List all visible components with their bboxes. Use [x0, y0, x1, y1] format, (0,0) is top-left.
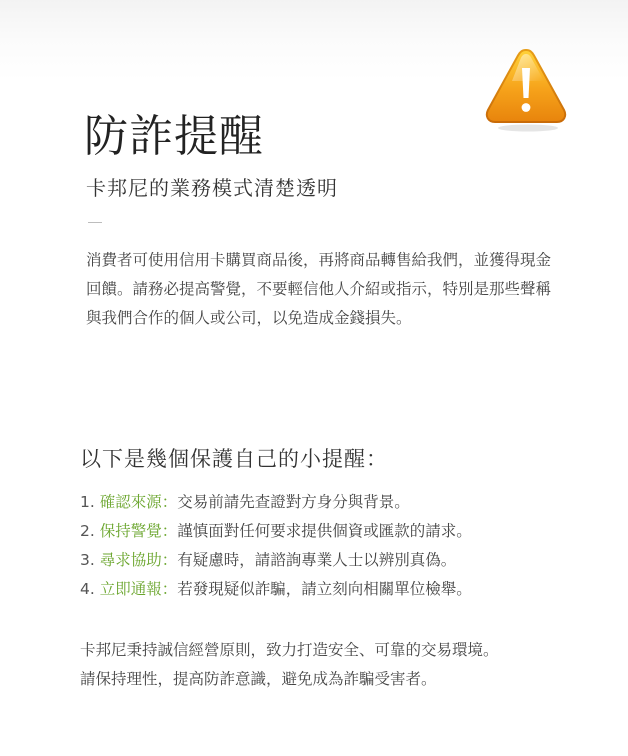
tip-text: 謹慎面對任何要求提供個資或匯款的請求。 [177, 522, 472, 540]
tip-keyword: 確認來源 [99, 493, 162, 511]
tips-heading: 以下是幾個保護自己的小提醒： [80, 447, 388, 471]
intro-paragraph: 消費者可使用信用卡購買商品後，再將商品轉售給我們，並獲得現金回饋。請務必提高警覺，不要輕信他人介紹或指示，特別是那些聲稱與我們合作的個人或公司，以免造成金錢損失。 [86, 251, 552, 327]
tip-colon: ： [161, 551, 178, 569]
tip-number: 4. [80, 580, 95, 598]
tip-colon: ： [161, 580, 178, 598]
tip-item [80, 517, 472, 546]
tip-number: 2. [80, 522, 95, 540]
tip-text: 交易前請先查證對方身分與背景。 [177, 493, 410, 511]
page-title: 防詐提醒 [84, 111, 264, 162]
divider [88, 222, 102, 223]
tip-keyword: 立即通報 [99, 580, 162, 598]
tip-number: 3. [80, 551, 95, 569]
tips-list [80, 488, 472, 604]
page-subtitle: 卡邦尼的業務模式清楚透明 [86, 176, 338, 200]
closing-paragraph [80, 636, 600, 694]
tip-number: 1. [80, 493, 95, 511]
tip-colon: ： [161, 493, 178, 511]
tip-item [80, 488, 472, 517]
tip-text: 有疑慮時，請諮詢專業人士以辨別真偽。 [177, 551, 457, 569]
tip-item [80, 546, 472, 575]
tip-keyword: 尋求協助 [99, 551, 162, 569]
tip-item [80, 575, 472, 604]
closing-line-1: 卡邦尼秉持誠信經營原則，致力打造安全、可靠的交易環境。 [80, 641, 499, 659]
tip-colon: ： [161, 522, 178, 540]
closing-line-2: 請保持理性，提高防詐意識，避免成為詐騙受害者。 [80, 670, 437, 688]
warning-icon [484, 44, 568, 134]
tip-text: 若發現疑似詐騙，請立刻向相關單位檢舉。 [177, 580, 472, 598]
tip-keyword: 保持警覺 [99, 522, 162, 540]
